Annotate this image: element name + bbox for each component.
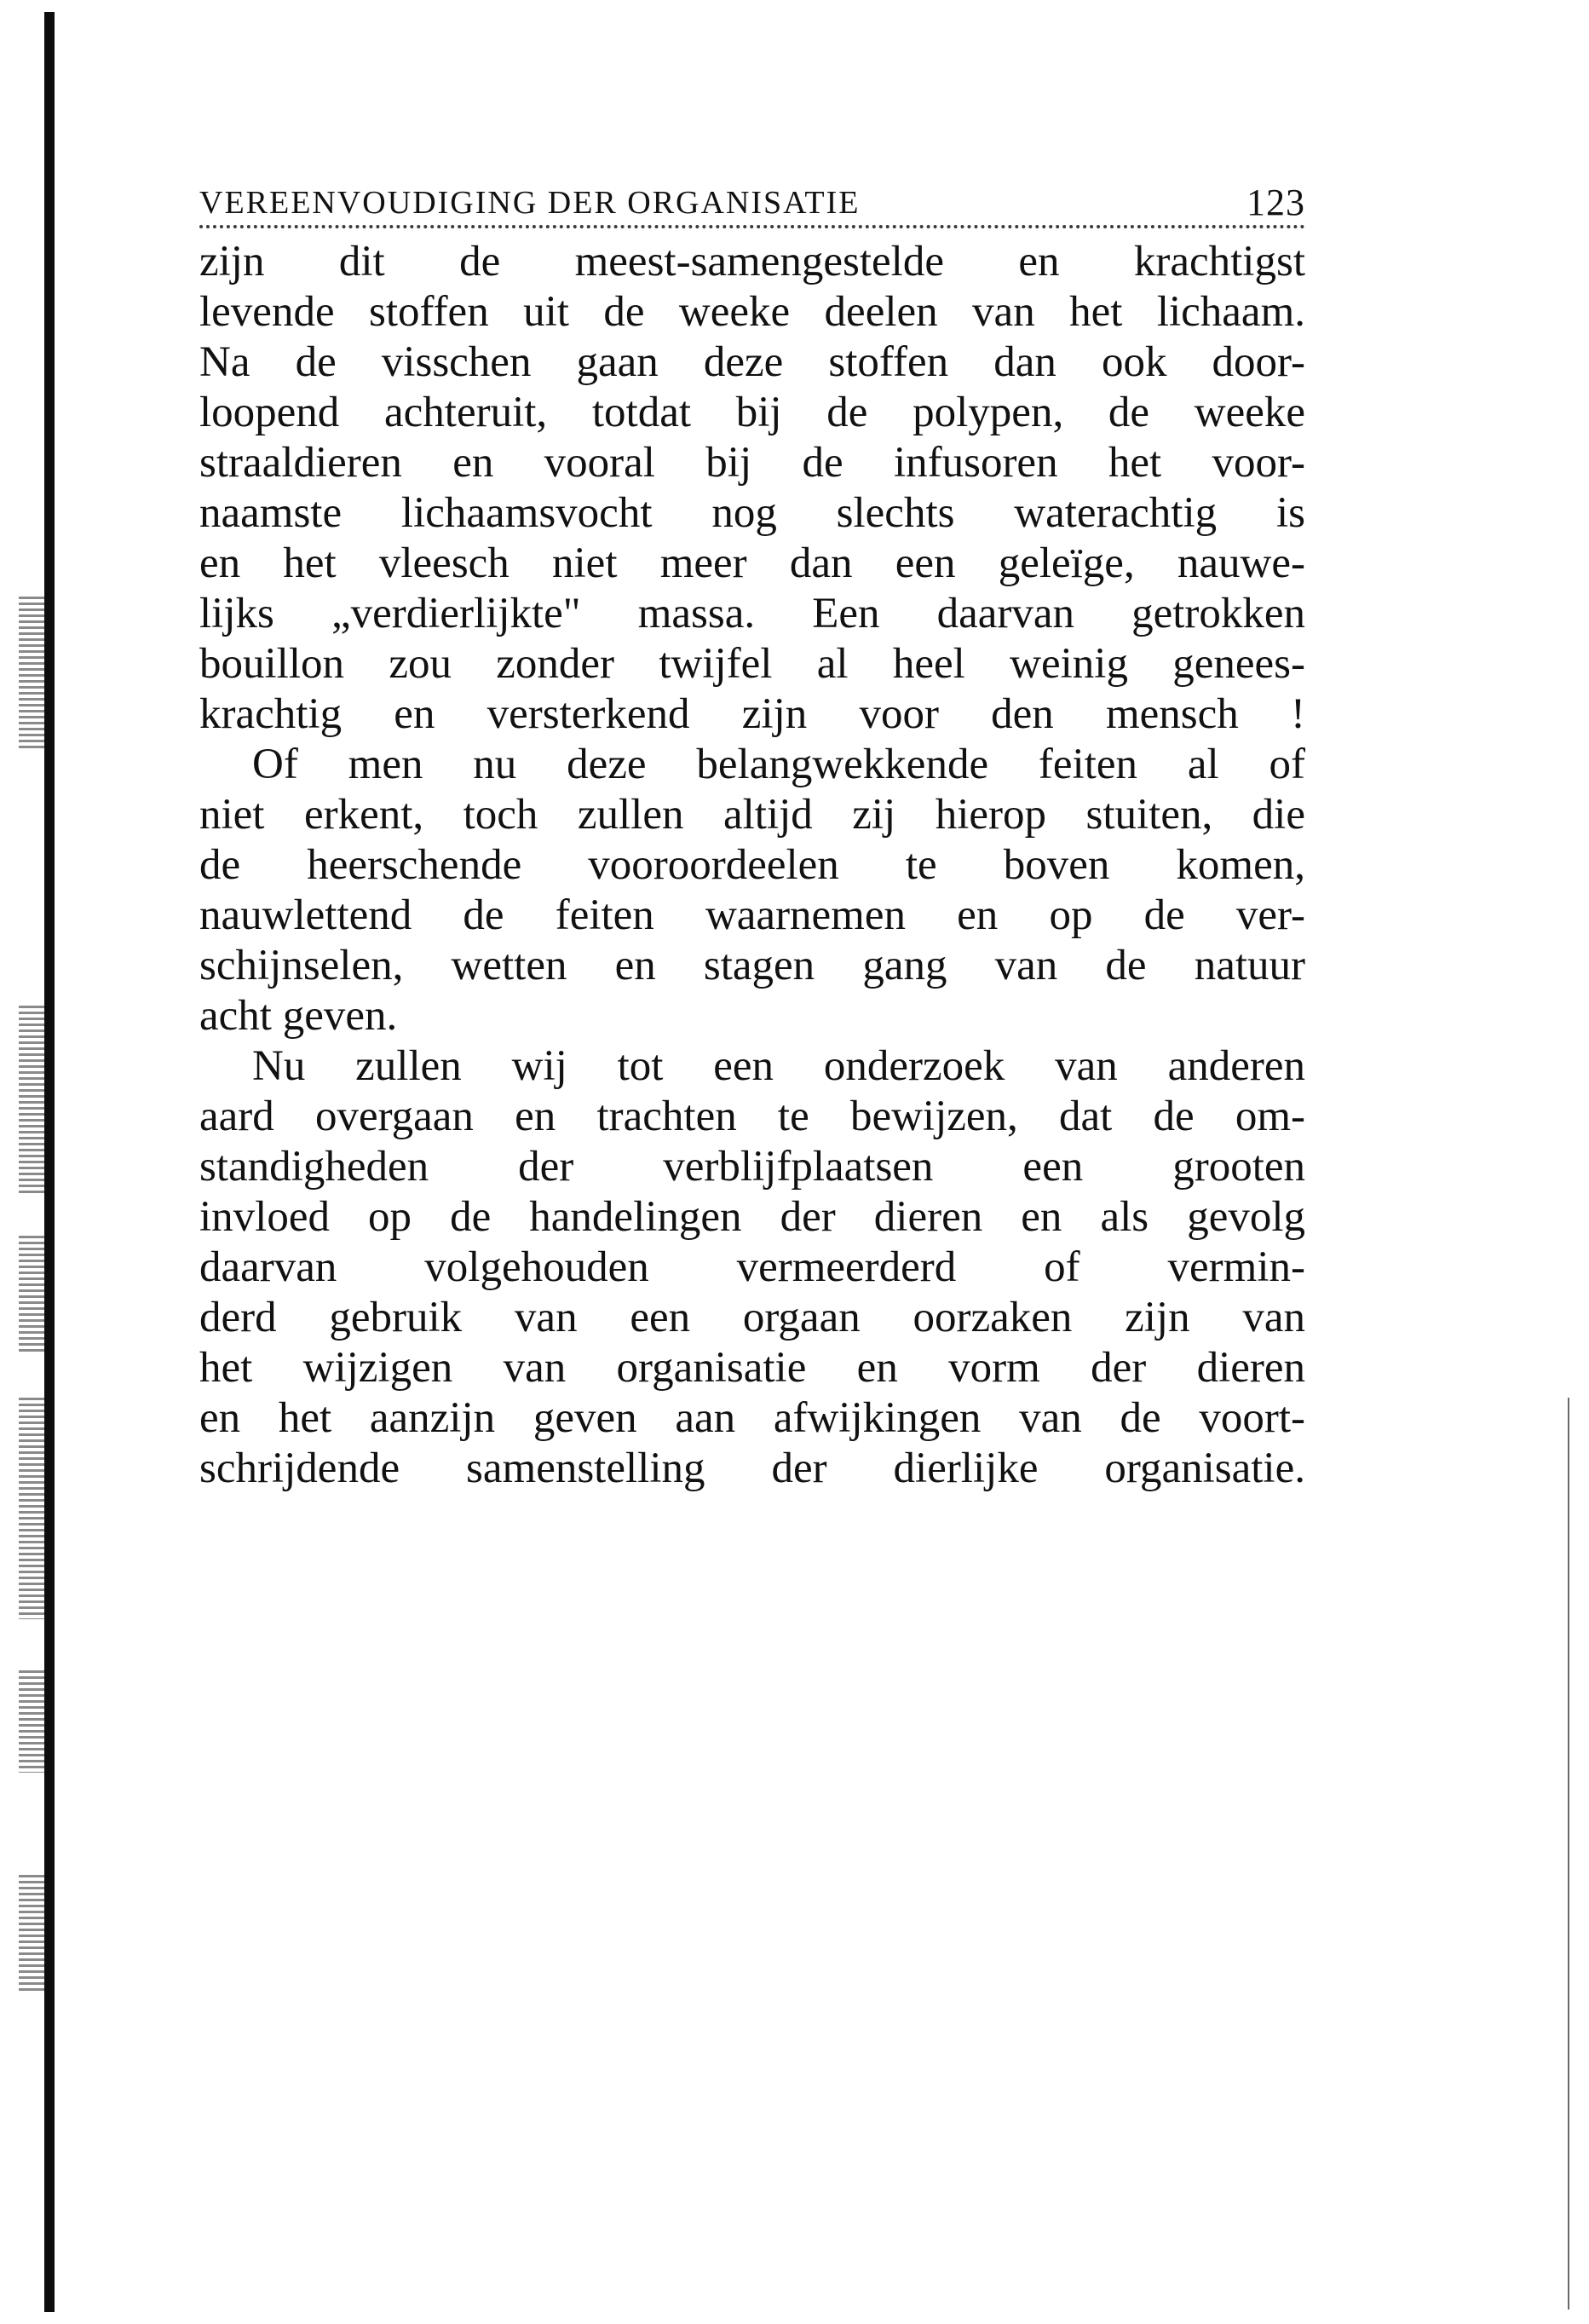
paragraph — [199, 1041, 1305, 1494]
text-line: niet erkent, toch zullen altijd zij hierop stuiten, die — [199, 791, 1305, 839]
text-line: zijn dit de meest-samengestelde en krachtigst — [199, 238, 1305, 285]
text-line: het wijzigen van organisatie en vorm der dieren — [199, 1344, 1305, 1392]
text-line: Of men nu deze belangwekkende feiten al of — [252, 741, 1305, 788]
text-line: loopend achteruit, totdat bij de polypen, de weeke — [199, 389, 1305, 436]
text-line: levende stoffen uit de weeke deelen van het lichaam. — [199, 288, 1305, 336]
text-line: de heerschende vooroordeelen te boven komen, — [199, 841, 1305, 889]
text-line: aard overgaan en trachten te bewijzen, dat de om- — [199, 1093, 1305, 1140]
text-line: nauwlettend de feiten waarnemen en op de ver- — [199, 891, 1305, 939]
text-line: acht geven. — [199, 992, 398, 1040]
paragraph — [199, 740, 1305, 1041]
text-line: schrijdende samenstelling der dierlijke organisatie. — [199, 1445, 1305, 1492]
text-line: krachtig en versterkend zijn voor den mensch ! — [199, 690, 1305, 738]
page-number: 123 — [1246, 182, 1305, 223]
body-text — [199, 237, 1305, 1494]
text-line: invloed op de handelingen der dieren en als gevolg — [199, 1193, 1305, 1241]
page-edge-line — [1568, 1398, 1569, 2310]
running-head-title: VEREENVOUDIGING DER ORGANISATIE — [199, 185, 861, 221]
text-line: daarvan volgehouden vermeerderd of vermin- — [199, 1243, 1305, 1291]
text-line: en het aanzijn geven aan afwijkingen van de voort- — [199, 1394, 1305, 1442]
text-line: Nu zullen wij tot een onderzoek van anderen — [252, 1042, 1305, 1090]
text-line: standigheden der verblijfplaatsen een grooten — [199, 1143, 1305, 1191]
paragraph — [199, 237, 1305, 740]
text-line: schijnselen, wetten en stagen gang van de natuur — [199, 942, 1305, 989]
text-line: Na de visschen gaan deze stoffen dan ook door- — [199, 338, 1305, 386]
book-page — [199, 167, 1305, 1494]
book-binding-edge — [0, 0, 55, 2324]
text-line: derd gebruik van een orgaan oorzaken zijn van — [199, 1294, 1305, 1341]
text-line: naamste lichaamsvocht nog slechts waterachtig is — [199, 489, 1305, 537]
text-line: straaldieren en vooral bij de infusoren het voor- — [199, 439, 1305, 487]
running-head — [199, 167, 1305, 222]
text-line: en het vleesch niet meer dan een geleïge, nauwe- — [199, 539, 1305, 587]
text-line: bouillon zou zonder twijfel al heel weinig genees- — [199, 640, 1305, 688]
text-line: lijks „verdierlijkte" massa. Een daarvan getrokken — [199, 590, 1305, 637]
